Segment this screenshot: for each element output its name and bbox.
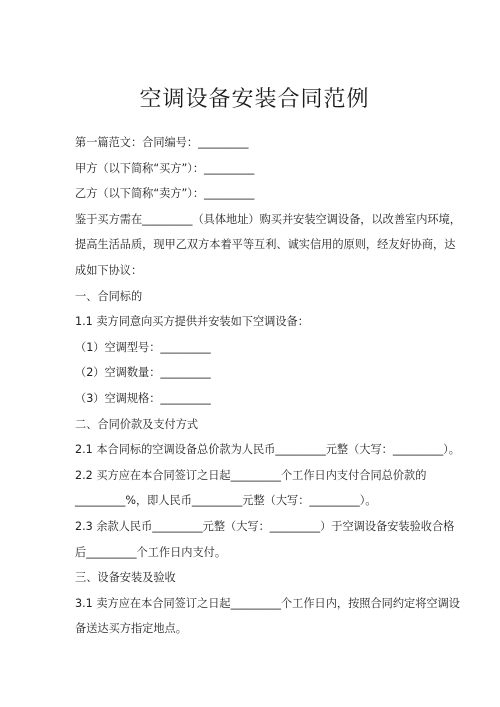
party-a-line: 甲方（以下简称“买方”）：_________ <box>75 161 255 175</box>
contract-number-line: 第一篇范文：合同编号：_________ <box>75 136 249 149</box>
preamble-line-1: 鉴于买方需在_________（具体地址）购买并安装空调设备，以改善室内环境， <box>75 212 461 226</box>
clause-1-1: 1.1 卖方同意向买方提供并安装如下空调设备： <box>75 315 309 329</box>
preamble-line-2: 提高生活品质，现甲乙双方本着平等互利、诚实信用的原则，经友好协商，达 <box>75 238 456 252</box>
clause-2-2-line-2: _________%，即人民币_________元整（大写：_________）。 <box>75 494 377 508</box>
clause-2-3-line-2: 后_________个工作日内支付。 <box>75 545 227 559</box>
item-model: （1）空调型号：_________ <box>75 340 211 354</box>
document-title: 空调设备安装合同范例 <box>139 87 370 112</box>
section-2-heading: 二、合同价款及支付方式 <box>75 417 199 431</box>
clause-2-1: 2.1 本合同标的空调设备总价款为人民币_________元整（大写：_________）。 <box>75 443 460 457</box>
section-3-heading: 三、设备安装及验收 <box>75 571 176 585</box>
preamble-line-3: 成如下协议： <box>75 263 143 277</box>
section-1-heading: 一、合同标的 <box>75 289 143 303</box>
item-spec: （3）空调规格：_________ <box>75 391 211 405</box>
clause-3-1-line-2: 备送达买方指定地点。 <box>75 622 187 636</box>
clause-3-1-line-1: 3.1 卖方应在本合同签订之日起_________个工作日内，按照合同约定将空调设 <box>75 596 460 610</box>
party-b-line: 乙方（以下简称“卖方”）：_________ <box>75 187 255 201</box>
clause-2-2-line-1: 2.2 买方应在本合同签订之日起_________个工作日内支付合同总价款的 <box>75 468 427 482</box>
item-quantity: （2）空调数量：_________ <box>75 366 211 380</box>
clause-2-3-line-1: 2.3 余款人民币_________元整（大写：_________）于空调设备安装验收合格 <box>75 519 455 533</box>
document-body <box>75 130 461 642</box>
